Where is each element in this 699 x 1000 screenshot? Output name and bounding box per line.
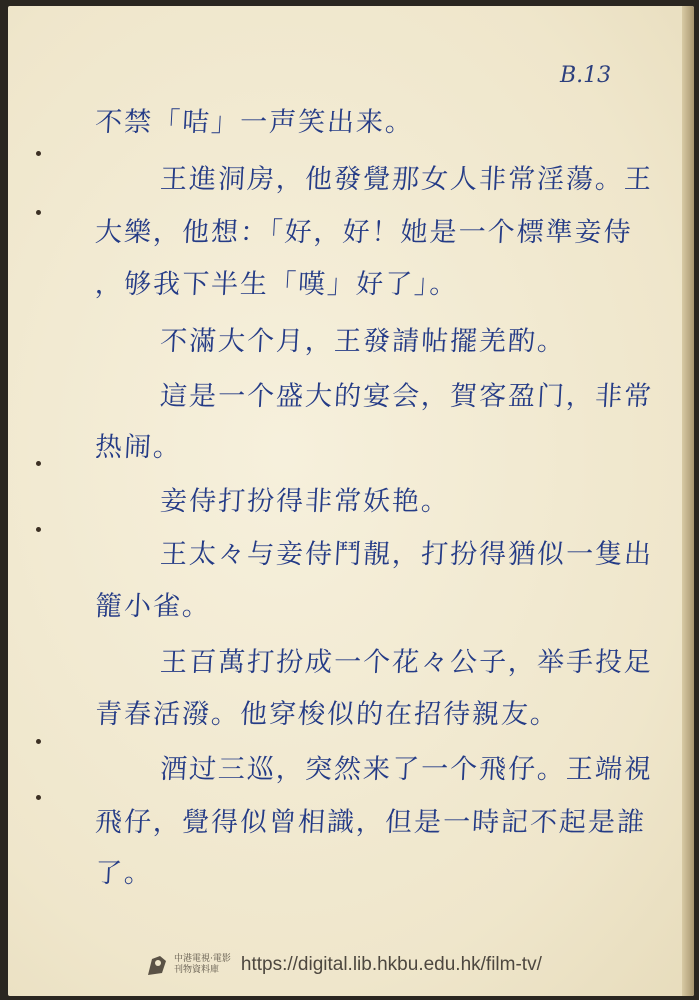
library-name-line1: 中港電視·電影 (174, 954, 231, 964)
text-line: 酒过三巡，突然来了一个飛仔。王端視 (159, 754, 654, 785)
binding-hole (36, 461, 41, 466)
binding-hole (36, 739, 41, 744)
library-url[interactable]: https://digital.lib.hkbu.edu.hk/film-tv/ (240, 954, 542, 975)
text-line: 妾侍打扮得非常妖艳。 (159, 486, 451, 517)
binding-hole (36, 527, 41, 532)
text-line: ，够我下半生「嘆」好了」。 (94, 269, 460, 300)
page-number: B.13 (560, 63, 612, 88)
manuscript-page (8, 6, 694, 996)
text-line: 热闹。 (94, 432, 183, 463)
text-line: 王進洞房，他發覺那女人非常淫蕩。王 (159, 164, 654, 195)
text-line: 王百萬打扮成一个花々公子，举手投足 (159, 647, 654, 678)
library-watermark (146, 948, 542, 982)
text-line: 青春活潑。他穿梭似的在招待親友。 (94, 699, 560, 730)
library-name (174, 954, 231, 976)
binding-hole (36, 151, 41, 156)
library-logo-icon (146, 953, 168, 977)
text-line: 籠小雀。 (94, 591, 212, 622)
binding-hole (36, 795, 41, 800)
text-line: 不禁「咭」一声笑出来。 (94, 107, 415, 138)
text-line: 大樂，他想：「好，好！她是一个標準妾侍 (94, 217, 634, 248)
text-line: 不滿大个月，王發請帖擺羌酌。 (159, 326, 567, 357)
text-line: 飛仔，覺得似曾相識，但是一時記不起是誰 (94, 807, 647, 838)
binding-hole (36, 210, 41, 215)
text-line: 了。 (94, 858, 154, 889)
library-name-line2: 刊物資料庫 (174, 965, 220, 975)
text-line: 王太々与妾侍鬥靚，打扮得猶似一隻出 (159, 539, 654, 570)
text-line: 這是一个盛大的宴会，賀客盈门，非常 (159, 381, 654, 412)
page-edge (682, 6, 694, 996)
